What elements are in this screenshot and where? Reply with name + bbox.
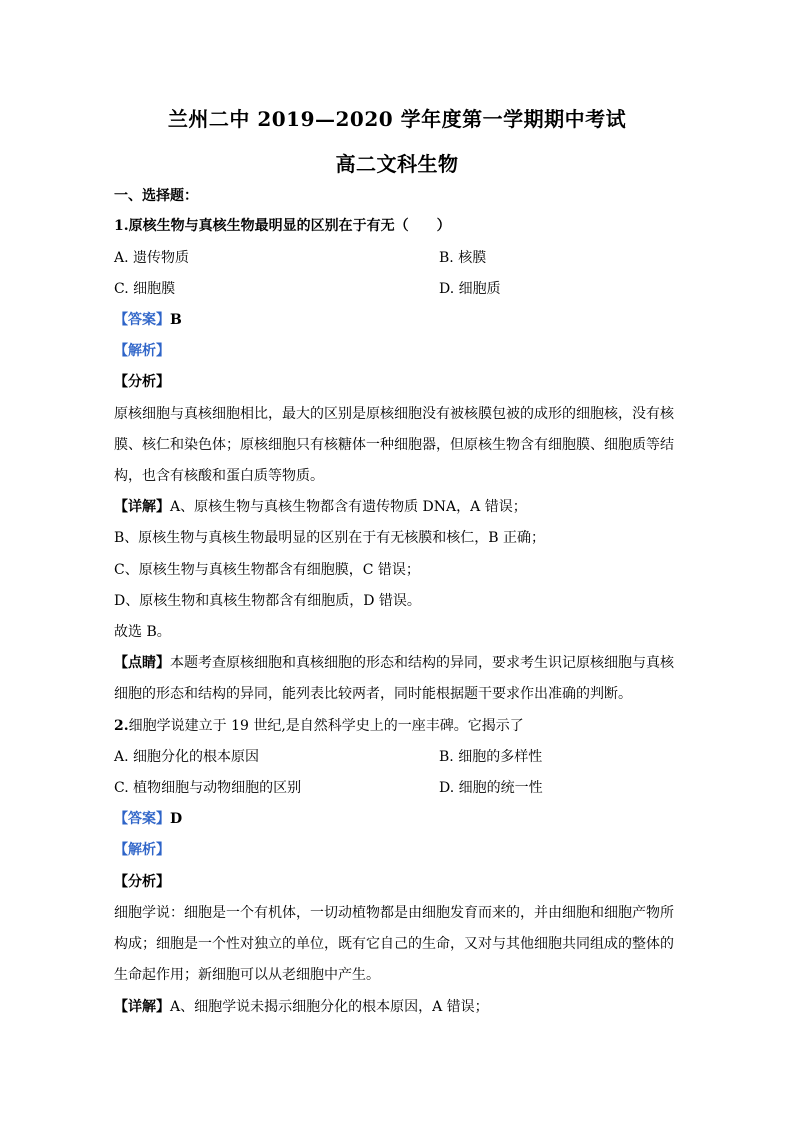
q2-answer-value: D [170, 811, 183, 827]
q1-fenxi-tag: 【分析】 [114, 374, 170, 390]
q1-conclusion: 故选 B。 [114, 624, 171, 640]
q1-answer-line [114, 310, 684, 330]
q1-detail-tag: 【详解】 [114, 499, 170, 515]
question-2-stem [114, 716, 684, 736]
q2-option-b: B. 细胞的多样性 [439, 749, 543, 765]
q1-point-tag: 【点睛】 [114, 655, 170, 671]
section-heading: 一、选择题： [114, 188, 198, 204]
q2-answer-tag: 【答案】 [114, 811, 170, 827]
q2-fenxi-line: 细胞学说：细胞是一个有机体，一切动植物都是由细胞发育而来的，并由细胞和细胞产物所 [114, 905, 674, 921]
q2-option-d: D. 细胞的统一性 [439, 780, 543, 796]
q1-fenxi-line: 构，也含有核酸和蛋白质等物质。 [114, 468, 324, 484]
q1-answer-tag: 【答案】 [114, 312, 170, 328]
q1-fenxi-line: 膜、核仁和染色体；原核细胞只有核糖体一种细胞器，但原核生物含有细胞膜、细胞质等结 [114, 437, 674, 453]
q2-option-c: C. 植物细胞与动物细胞的区别 [114, 780, 302, 796]
q2-detail-tag: 【详解】 [114, 999, 170, 1015]
q1-fenxi-line: 原核细胞与真核细胞相比，最大的区别是原核细胞没有被核膜包被的成形的细胞核，没有核 [114, 406, 674, 422]
q1-point-line: 细胞的形态和结构的异同，能列表比较两者，同时能根据题干要求作出准确的判断。 [114, 686, 632, 702]
q2-fenxi-tag: 【分析】 [114, 874, 170, 890]
question-1-stem: 1.原核生物与真核生物最明显的区别在于有无（ ） [114, 218, 451, 234]
q1-detail-line: D、原核生物和真核生物都含有细胞质，D 错误。 [114, 593, 421, 609]
q1-option-c: C. 细胞膜 [114, 281, 176, 297]
q1-detail-text: A、原核生物与真核生物都含有遗传物质 DNA，A 错误； [170, 499, 527, 515]
q2-detail-line [114, 997, 684, 1017]
q1-option-a: A. 遗传物质 [114, 250, 190, 266]
q1-option-b: B. 核膜 [439, 250, 487, 266]
exam-title: 兰州二中 2019—2020 学年度第一学期期中考试 [167, 107, 627, 131]
q2-answer-line [114, 809, 684, 829]
q2-fenxi-line: 生命起作用；新细胞可以从老细胞中产生。 [114, 967, 380, 983]
q1-point-line [114, 653, 684, 673]
q2-number: 2. [114, 718, 129, 734]
q1-answer-value: B [170, 312, 182, 328]
q1-detail-line: C、原核生物与真核生物都含有细胞膜，C 错误； [114, 562, 420, 578]
q1-analysis-tag: 【解析】 [114, 343, 170, 359]
q2-fenxi-line: 构成；细胞是一个性对独立的单位，既有它自己的生命，又对与其他细胞共同组成的整体的 [114, 936, 674, 952]
q1-detail-line: B、原核生物与真核生物最明显的区别在于有无核膜和核仁，B 正确； [114, 530, 546, 546]
q2-analysis-tag: 【解析】 [114, 842, 170, 858]
exam-subtitle: 高二文科生物 [335, 152, 459, 176]
q2-stem-text: 细胞学说建立于 19 世纪,是自然科学史上的一座丰碑。它揭示了 [128, 718, 524, 734]
q1-point-text: 本题考查原核细胞和真核细胞的形态和结构的异同，要求考生识记原核细胞与真核 [170, 655, 674, 671]
q2-detail-text: A、细胞学说未揭示细胞分化的根本原因，A 错误； [170, 999, 489, 1015]
q1-option-d: D. 细胞质 [439, 281, 501, 297]
q1-detail-line [114, 497, 684, 517]
q2-option-a: A. 细胞分化的根本原因 [114, 749, 260, 765]
